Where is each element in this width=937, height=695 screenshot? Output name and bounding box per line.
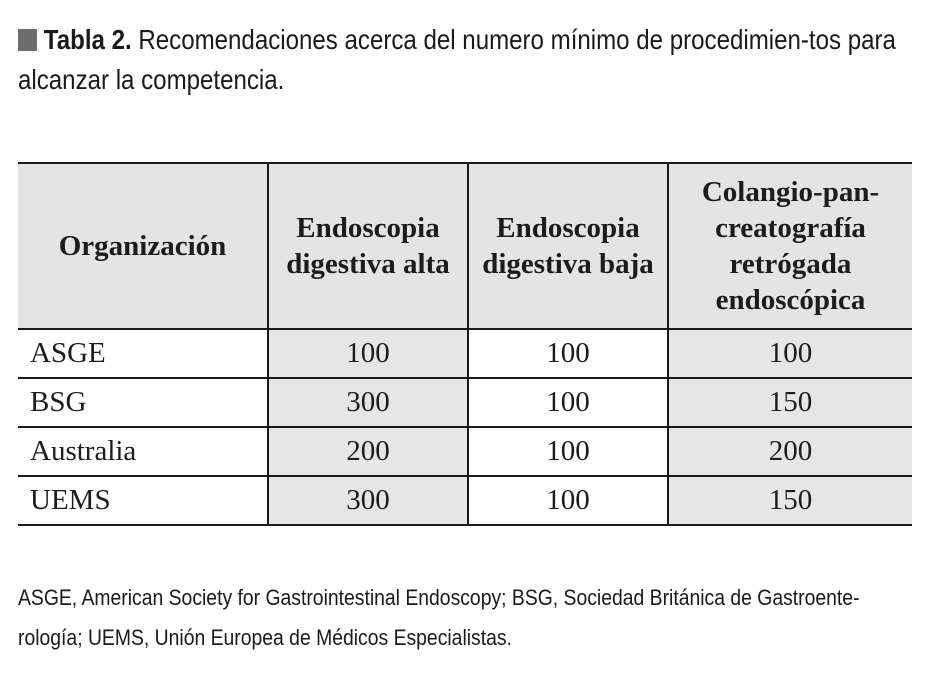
- cell-baja: 100: [468, 427, 668, 476]
- cell-alta: 300: [268, 476, 468, 525]
- cell-cpre: 200: [668, 427, 912, 476]
- cell-alta: 100: [268, 329, 468, 378]
- header-cpre: Colangio-pan-creatografía retrógada endoscópica: [668, 163, 912, 329]
- recommendations-table: [18, 162, 912, 526]
- header-organizacion: Organización: [18, 163, 268, 329]
- header-endoscopia-alta: Endoscopia digestiva alta: [268, 163, 468, 329]
- caption-label: Tabla 2.: [43, 24, 132, 55]
- table-header-row: [18, 163, 912, 329]
- table-row: [18, 476, 912, 525]
- cell-cpre: 150: [668, 378, 912, 427]
- cell-cpre: 150: [668, 476, 912, 525]
- cell-baja: 100: [468, 378, 668, 427]
- cell-alta: 300: [268, 378, 468, 427]
- table-row: [18, 427, 912, 476]
- cell-organizacion: BSG: [18, 378, 268, 427]
- cell-alta: 200: [268, 427, 468, 476]
- caption-text: Recomendaciones acerca del numero mínimo de procedimien-tos para alcanzar la competencia.: [18, 24, 896, 95]
- cell-organizacion: ASGE: [18, 329, 268, 378]
- cell-cpre: 100: [668, 329, 912, 378]
- table-row: [18, 378, 912, 427]
- table-caption: [18, 20, 917, 100]
- table-footnote: ASGE, American Society for Gastrointestinal Endoscopy; BSG, Sociedad Británica de Gastroente-rología; UEMS, Unión Europea de Médicos Especialistas.: [18, 585, 860, 650]
- cell-organizacion: UEMS: [18, 476, 268, 525]
- caption-square-icon: [18, 29, 37, 51]
- header-endoscopia-baja: Endoscopia digestiva baja: [468, 163, 668, 329]
- table-row: [18, 329, 912, 378]
- cell-baja: 100: [468, 476, 668, 525]
- cell-baja: 100: [468, 329, 668, 378]
- cell-organizacion: Australia: [18, 427, 268, 476]
